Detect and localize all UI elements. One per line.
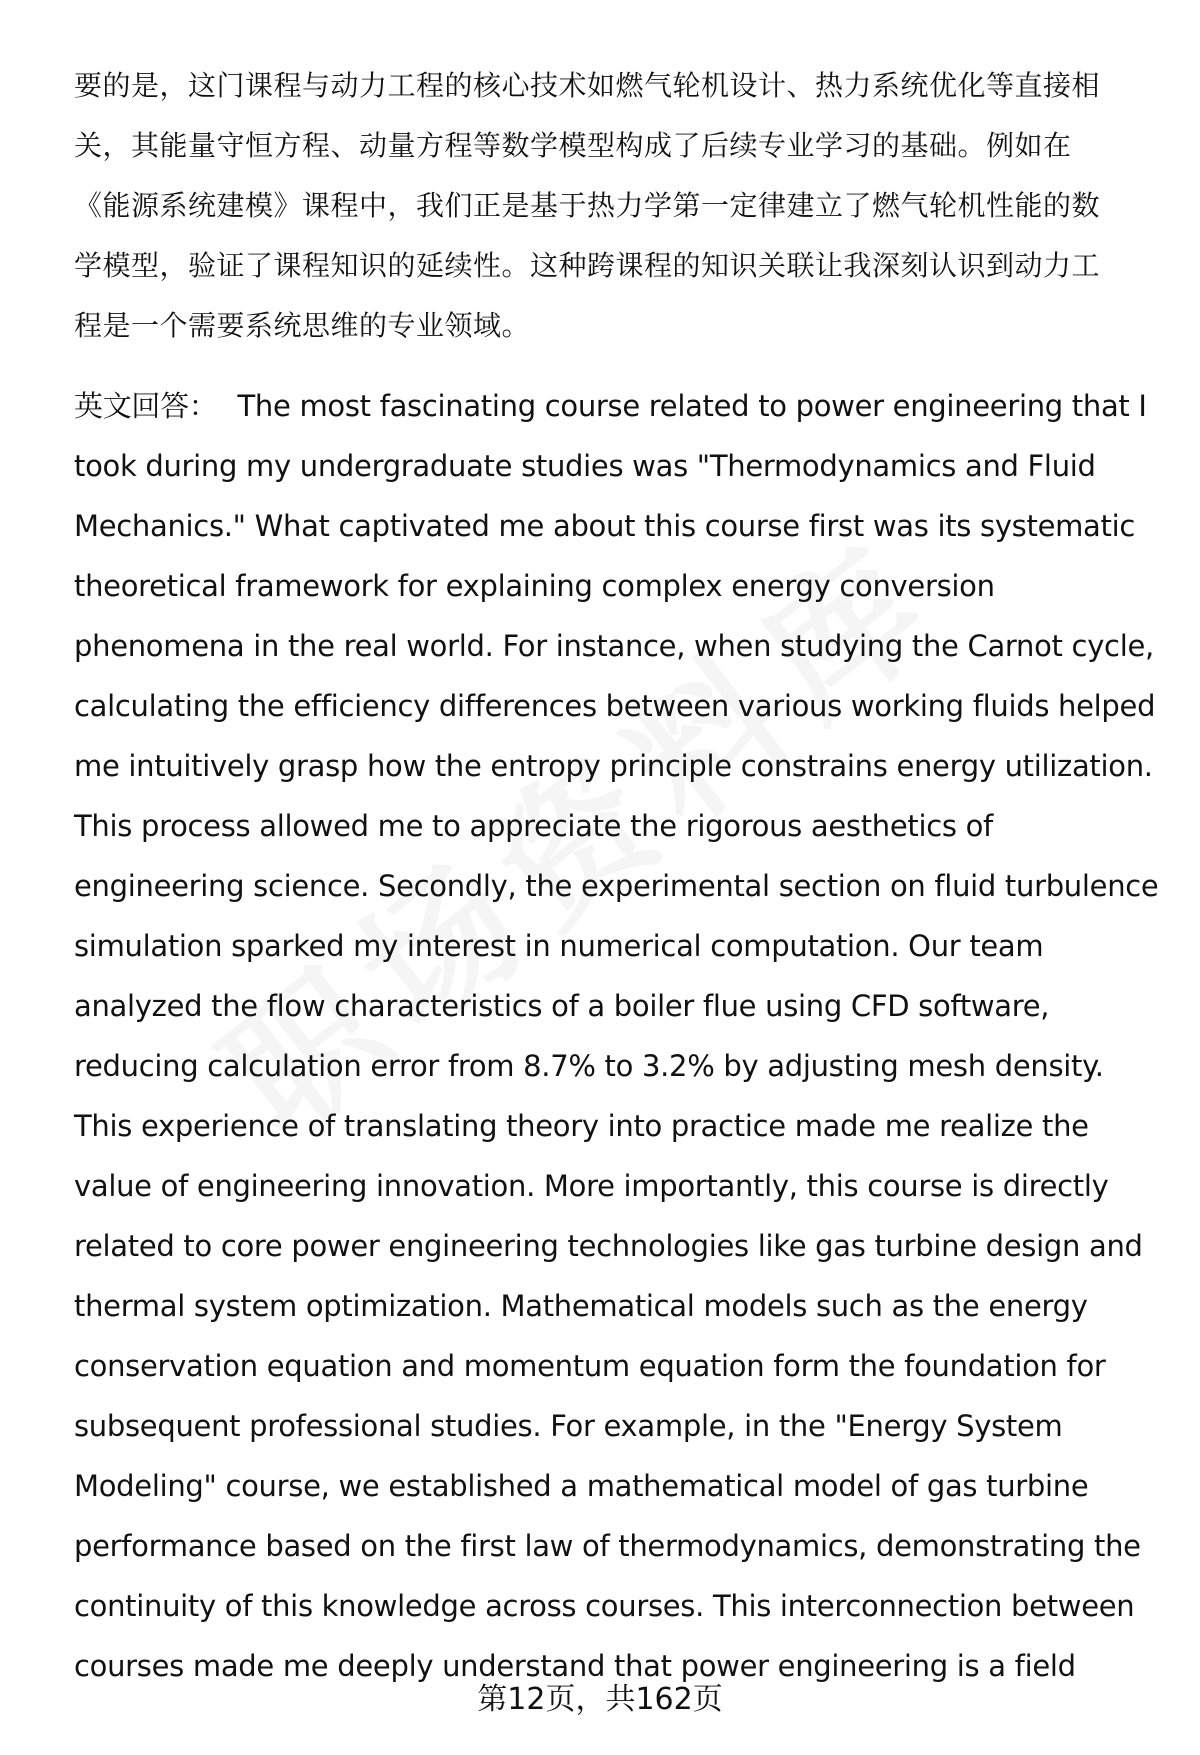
chinese-line: 关，其能量守恒方程、动量方程等数学模型构成了后续专业学习的基础。例如在 (74, 129, 1072, 162)
chinese-line: 《能源系统建模》课程中，我们正是基于热力学第一定律建立了燃气轮机性能的数 (74, 189, 1101, 222)
english-line: took during my undergraduate studies was "Thermodynamics and Fluid (74, 449, 1096, 483)
chinese-line: 程是一个需要系统思维的专业领域。 (74, 309, 531, 342)
chinese-paragraph (74, 56, 1154, 356)
english-line: conservation equation and momentum equation form the foundation for (74, 1349, 1106, 1383)
english-line-first (74, 376, 1164, 436)
english-line: This process allowed me to appreciate the rigorous aesthetics of (74, 809, 993, 843)
english-line: Modeling" course, we established a mathematical model of gas turbine (74, 1469, 1089, 1503)
english-line: analyzed the flow characteristics of a boiler flue using CFD software, (74, 989, 1050, 1023)
english-line: Mechanics." What captivated me about this course first was its systematic (74, 509, 1135, 543)
english-line-text: The most fascinating course related to power engineering that I (237, 389, 1147, 423)
chinese-line: 学模型，验证了课程知识的延续性。这种跨课程的知识关联让我深刻认识到动力工 (74, 249, 1101, 282)
english-line: phenomena in the real world. For instance, when studying the Carnot cycle, (74, 629, 1154, 663)
english-line: This experience of translating theory into practice made me realize the (74, 1109, 1089, 1143)
english-line: reducing calculation error from 8.7% to 3.2% by adjusting mesh density. (74, 1049, 1104, 1083)
english-line: continuity of this knowledge across courses. This interconnection between (74, 1589, 1135, 1623)
english-line: me intuitively grasp how the entropy principle constrains energy utilization. (74, 749, 1153, 783)
english-answer (74, 376, 1164, 1696)
english-line: value of engineering innovation. More importantly, this course is directly (74, 1169, 1109, 1203)
english-line: engineering science. Secondly, the experimental section on fluid turbulence (74, 869, 1159, 903)
english-line: related to core power engineering technologies like gas turbine design and (74, 1229, 1143, 1263)
english-line: thermal system optimization. Mathematical models such as the energy (74, 1289, 1088, 1323)
english-line: simulation sparked my interest in numerical computation. Our team (74, 929, 1044, 963)
english-line: courses made me deeply understand that power engineering is a field (74, 1649, 1076, 1683)
english-line: subsequent professional studies. For example, in the "Energy System (74, 1409, 1063, 1443)
chinese-line: 要的是，这门课程与动力工程的核心技术如燃气轮机设计、热力系统优化等直接相 (74, 69, 1101, 102)
english-line: calculating the efficiency differences between various working fluids helped (74, 689, 1156, 723)
english-line: performance based on the first law of thermodynamics, demonstrating the (74, 1529, 1141, 1563)
english-line: theoretical framework for explaining complex energy conversion (74, 569, 995, 603)
page-number-footer: 第12页，共162页 (477, 1682, 723, 1717)
english-answer-label: 英文回答： (74, 389, 218, 423)
